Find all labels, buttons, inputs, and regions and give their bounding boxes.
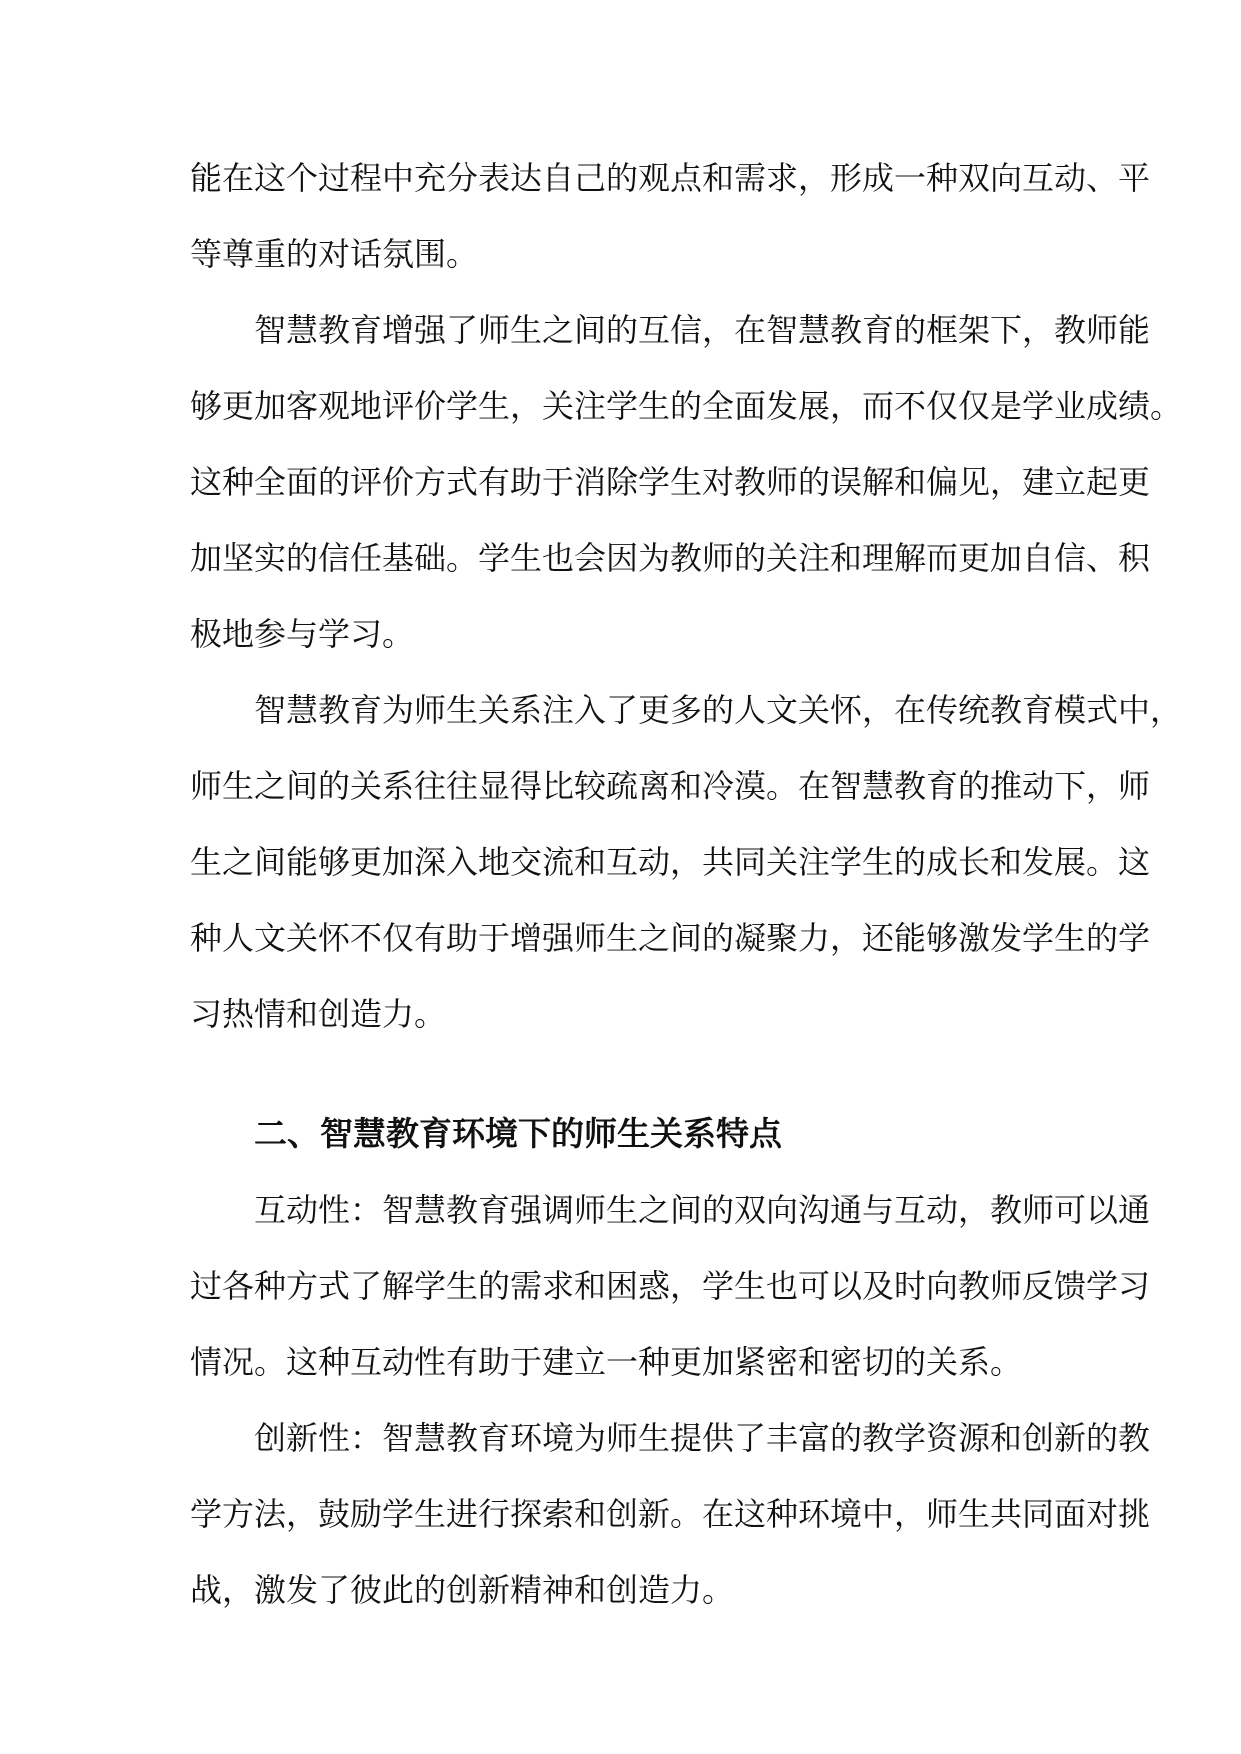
text-line: 互动性：智慧教育强调师生之间的双向沟通与互动，教师可以通 xyxy=(254,1191,1151,1229)
text-line: 师生之间的关系往往显得比较疏离和冷漠。在智慧教育的推动下，师 xyxy=(190,767,1151,805)
text-line: 战，激发了彼此的创新精神和创造力。 xyxy=(190,1571,735,1609)
paragraph-2 xyxy=(190,292,1183,672)
paragraph-1 xyxy=(190,140,1151,292)
text-line: 能在这个过程中充分表达自己的观点和需求，形成一种双向互动、平 xyxy=(190,159,1151,197)
page-content xyxy=(190,140,1183,1628)
section-paragraph-2 xyxy=(190,1400,1151,1628)
text-line: 够更加客观地评价学生，关注学生的全面发展，而不仅仅是学业成绩。 xyxy=(190,387,1183,425)
text-line: 学方法，鼓励学生进行探索和创新。在这种环境中，师生共同面对挑 xyxy=(190,1495,1151,1533)
text-line: 创新性：智慧教育环境为师生提供了丰富的教学资源和创新的教 xyxy=(254,1419,1151,1457)
text-line: 智慧教育为师生关系注入了更多的人文关怀，在传统教育模式中， xyxy=(254,691,1183,729)
text-line: 情况。这种互动性有助于建立一种更加紧密和密切的关系。 xyxy=(190,1343,1023,1381)
text-line: 种人文关怀不仅有助于增强师生之间的凝聚力，还能够激发学生的学 xyxy=(190,919,1151,957)
text-line: 加坚实的信任基础。学生也会因为教师的关注和理解而更加自信、积 xyxy=(190,539,1151,577)
paragraph-3 xyxy=(190,672,1183,1052)
text-line: 极地参与学习。 xyxy=(190,615,415,653)
text-line: 等尊重的对话氛围。 xyxy=(190,235,479,273)
text-line: 这种全面的评价方式有助于消除学生对教师的误解和偏见，建立起更 xyxy=(190,463,1151,501)
section-heading: 二、智慧教育环境下的师生关系特点 xyxy=(254,1114,782,1153)
text-line: 习热情和创造力。 xyxy=(190,995,447,1033)
section-paragraph-1 xyxy=(190,1172,1151,1400)
text-line: 智慧教育增强了师生之间的互信，在智慧教育的框架下，教师能 xyxy=(254,311,1151,349)
text-line: 过各种方式了解学生的需求和困惑，学生也可以及时向教师反馈学习 xyxy=(190,1267,1151,1305)
text-line: 生之间能够更加深入地交流和互动，共同关注学生的成长和发展。这 xyxy=(190,843,1151,881)
